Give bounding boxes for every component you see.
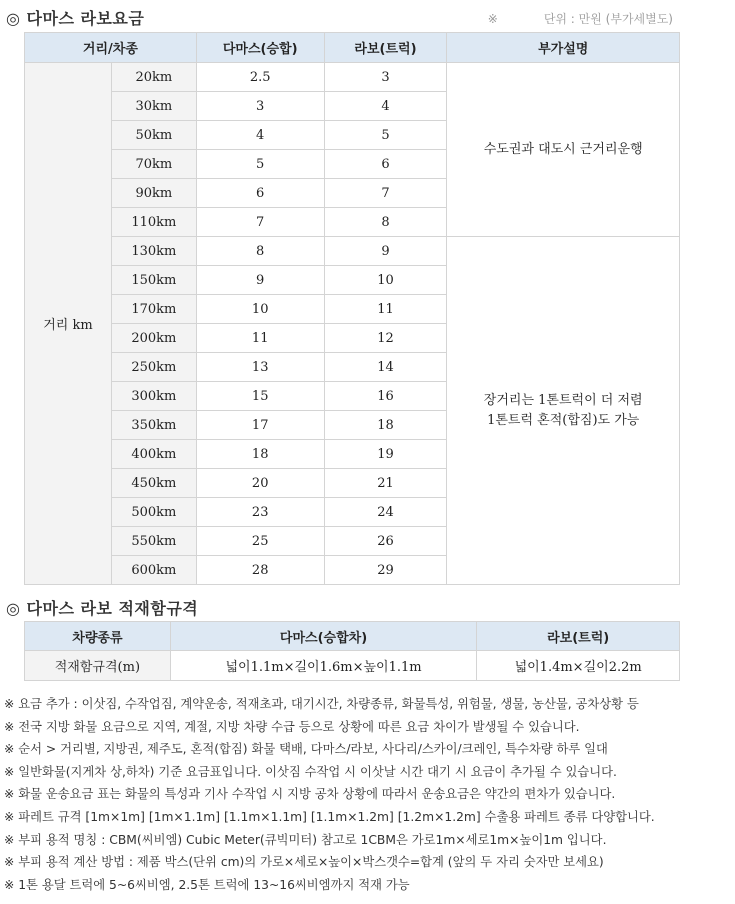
- note-line: ※ 일반화물(지게차 상,하차) 기준 요금표입니다. 이삿짐 수작업 시 이삿날 시간 대기 시 요금이 추가될 수 있습니다.: [4, 764, 617, 779]
- damas-price-cell: 13: [196, 353, 324, 382]
- damas-price-cell: 11: [196, 324, 324, 353]
- labo-price-cell: 11: [324, 295, 447, 324]
- damas-price-cell: 23: [196, 498, 324, 527]
- header-description: 부가설명: [447, 33, 680, 63]
- header-labo: 라보(트럭): [324, 33, 447, 63]
- labo-price-cell: 16: [324, 382, 447, 411]
- note-line: ※ 요금 추가 : 이삿짐, 수작업짐, 계약운송, 적재초과, 대기시간, 차량종류, 화물특성, 위험물, 생물, 농산물, 공차상황 등: [4, 697, 639, 711]
- labo-price-cell: 12: [324, 324, 447, 353]
- spec-row-label: 적재함규격(m): [25, 651, 171, 681]
- unit-note-mark: ※: [487, 12, 498, 26]
- note-line: ※ 파레트 규격 [1m×1m] [1m×1.1m] [1.1m×1.1m] [1.1m×1.2m] [1.2m×1.2m] 수출용 파레트 종류 다양합니다.: [4, 809, 655, 824]
- damas-price-cell: 18: [196, 440, 324, 469]
- labo-price-cell: 4: [324, 92, 447, 121]
- damas-price-cell: 2.5: [196, 63, 324, 92]
- distance-cell: 70km: [111, 150, 196, 179]
- damas-price-cell: 10: [196, 295, 324, 324]
- note-long-line-1: 장거리는 1톤트럭이 더 저렴: [483, 392, 643, 408]
- distance-cell: 600km: [111, 556, 196, 585]
- labo-price-cell: 9: [324, 237, 447, 266]
- rate-table-header: [25, 33, 680, 63]
- damas-price-cell: 5: [196, 150, 324, 179]
- distance-cell: 450km: [111, 469, 196, 498]
- distance-cell: 170km: [111, 295, 196, 324]
- table-row: [25, 237, 680, 266]
- labo-price-cell: 8: [324, 208, 447, 237]
- note-line: ※ 1톤 용달 트럭에 5~6씨비엠, 2.5톤 트럭에 13~16씨비엠까지 적재 가능: [4, 877, 410, 892]
- distance-cell: 150km: [111, 266, 196, 295]
- distance-cell: 550km: [111, 527, 196, 556]
- damas-price-cell: 25: [196, 527, 324, 556]
- labo-price-cell: 26: [324, 527, 447, 556]
- labo-price-cell: 3: [324, 63, 447, 92]
- damas-price-cell: 4: [196, 121, 324, 150]
- damas-price-cell: 8: [196, 237, 324, 266]
- labo-price-cell: 7: [324, 179, 447, 208]
- distance-cell: 110km: [111, 208, 196, 237]
- distance-cell: 20km: [111, 63, 196, 92]
- note-long-distance: [447, 237, 680, 585]
- labo-price-cell: 14: [324, 353, 447, 382]
- note-line: ※ 전국 지방 화물 요금으로 지역, 계절, 지방 차량 수급 등으로 상황에 따른 요금 차이가 발생될 수 있습니다.: [4, 719, 580, 734]
- header-vehicle-type: 차량종류: [25, 622, 171, 651]
- note-line: ※ 부피 용적 명칭 : CBM(씨비엠) Cubic Meter(큐빅미터) 참고로 1CBM은 가로1m×세로1m×높이1m 입니다.: [4, 832, 607, 847]
- header-labo-truck: 라보(트럭): [477, 622, 680, 651]
- labo-price-cell: 18: [324, 411, 447, 440]
- labo-price-cell: 21: [324, 469, 447, 498]
- spec-section-title: ◎ 다마스 라보 적재함규격: [6, 599, 199, 618]
- distance-cell: 350km: [111, 411, 196, 440]
- damas-price-cell: 15: [196, 382, 324, 411]
- labo-price-cell: 10: [324, 266, 447, 295]
- damas-price-cell: 3: [196, 92, 324, 121]
- distance-cell: 50km: [111, 121, 196, 150]
- notes-list: [4, 693, 735, 896]
- note-short-distance: 수도권과 대도시 근거리운행: [447, 63, 680, 237]
- spec-table-header: [25, 622, 680, 651]
- distance-cell: 300km: [111, 382, 196, 411]
- distance-cell: 90km: [111, 179, 196, 208]
- labo-price-cell: 6: [324, 150, 447, 179]
- unit-note: [488, 10, 673, 27]
- note-line: ※ 부피 용적 계산 방법 : 제품 박스(단위 cm)의 가로×세로×높이×박스갯수=합계 (앞의 두 자리 숫자만 보세요): [4, 855, 604, 870]
- distance-cell: 500km: [111, 498, 196, 527]
- damas-price-cell: 17: [196, 411, 324, 440]
- damas-price-cell: 28: [196, 556, 324, 585]
- labo-price-cell: 24: [324, 498, 447, 527]
- distance-cell: 400km: [111, 440, 196, 469]
- distance-cell: 30km: [111, 92, 196, 121]
- header-damas-van: 다마스(승합차): [170, 622, 477, 651]
- note-long-line-2: 1톤트럭 혼적(합짐)도 가능: [487, 412, 640, 428]
- note-line: ※ 순서 > 거리별, 지방권, 제주도, 혼적(합짐) 화물 택배, 다마스/라보, 사다리/스카이/크레인, 특수차량 하루 일대: [4, 742, 608, 757]
- distance-row-label: 거리 km: [25, 63, 112, 585]
- rate-table: [24, 32, 680, 585]
- note-line: ※ 화물 운송요금 표는 화물의 특성과 기사 수작업 시 지방 공차 상황에 따라서 운송요금은 약간의 편차가 있습니다.: [4, 787, 616, 802]
- header-distance-vehicle: 거리/차종: [25, 33, 197, 63]
- damas-price-cell: 9: [196, 266, 324, 295]
- labo-price-cell: 5: [324, 121, 447, 150]
- table-row: [25, 63, 680, 92]
- distance-cell: 130km: [111, 237, 196, 266]
- unit-note-text: 단위 : 만원 (부가세별도): [543, 12, 673, 26]
- labo-price-cell: 29: [324, 556, 447, 585]
- damas-price-cell: 20: [196, 469, 324, 498]
- spec-row: [25, 651, 680, 681]
- damas-price-cell: 6: [196, 179, 324, 208]
- distance-cell: 250km: [111, 353, 196, 382]
- rate-section-title: ◎ 다마스 라보요금: [6, 9, 145, 28]
- header-damas: 다마스(승합): [196, 33, 324, 63]
- cargo-spec-table: [24, 621, 680, 681]
- spec-damas-value: 넓이1.1m×길이1.6m×높이1.1m: [170, 651, 477, 681]
- distance-cell: 200km: [111, 324, 196, 353]
- labo-price-cell: 19: [324, 440, 447, 469]
- damas-price-cell: 7: [196, 208, 324, 237]
- spec-labo-value: 넓이1.4m×길이2.2m: [477, 651, 680, 681]
